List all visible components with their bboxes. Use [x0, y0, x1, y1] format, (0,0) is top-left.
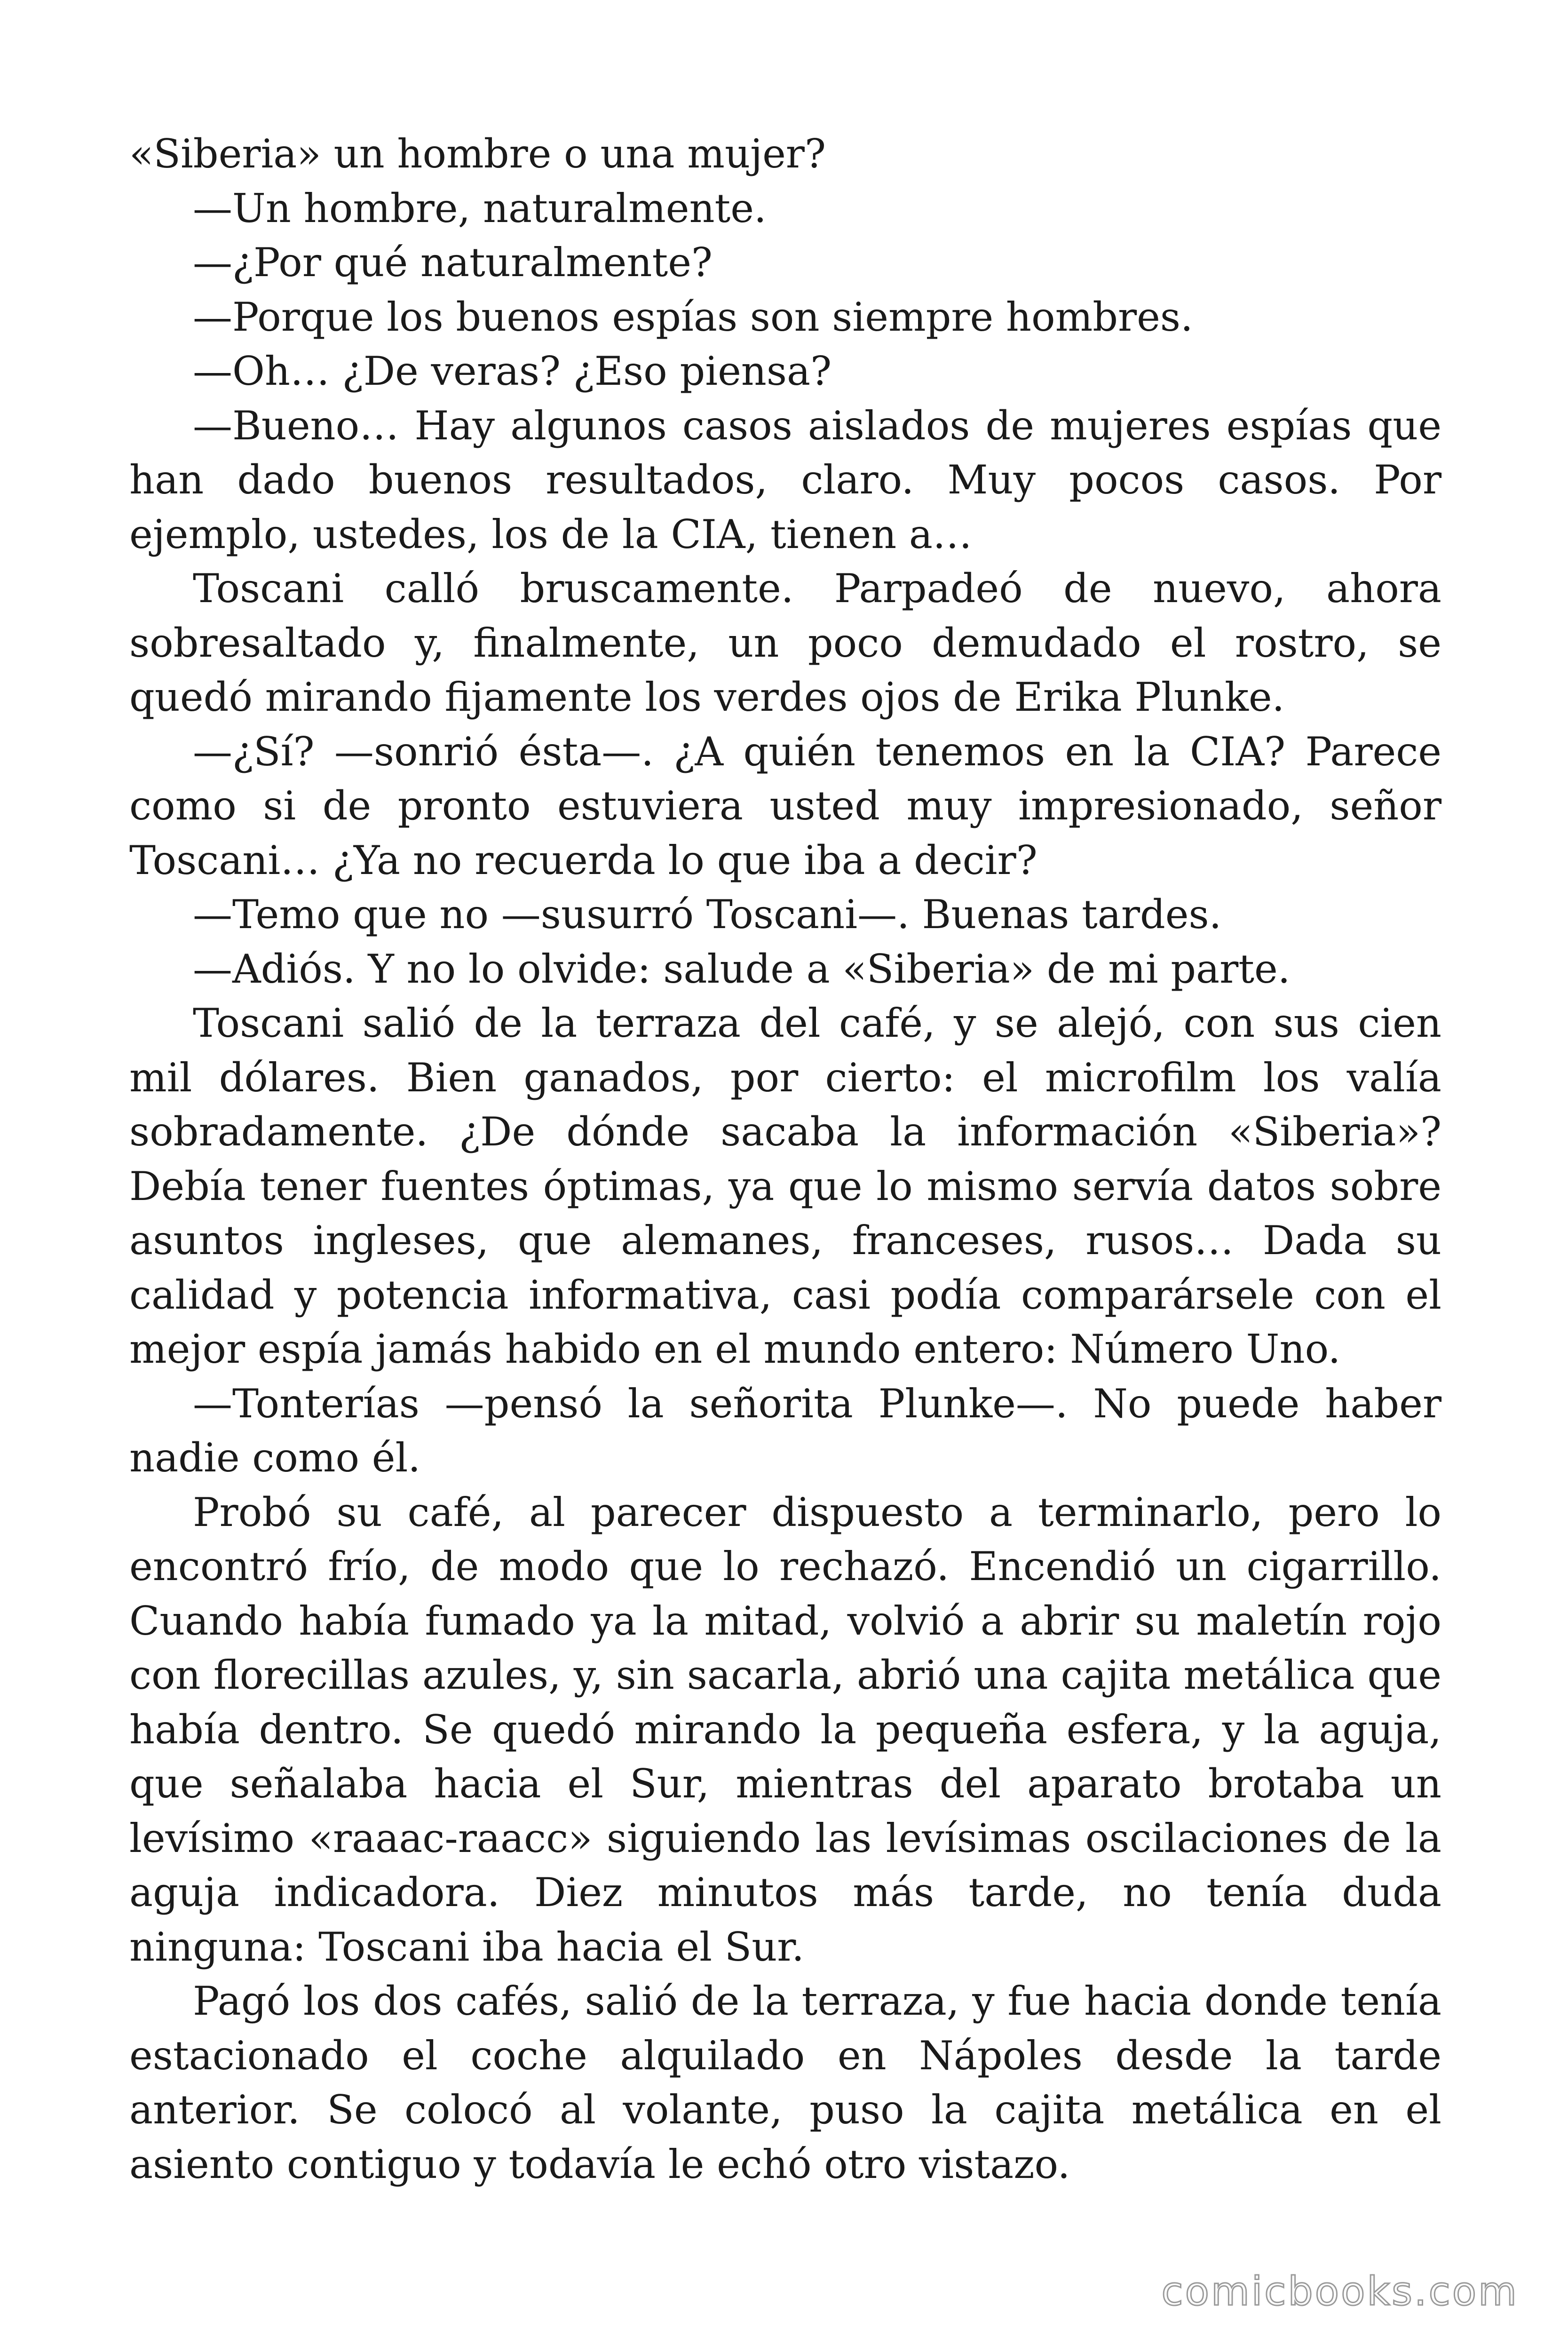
paragraph-13: Probó su café, al parecer dispuesto a terminarlo, pero lo encontró frío, de modo que lo rechazó. Encendió un cigarrillo. Cuando había fumado ya la mitad, volvió a abrir su maletín rojo con florecillas azules, y, sin sacarla, abrió una cajita metálica que había dentro. Se quedó mirando la pequeña esfera, y la aguja, que señalaba hacia el Sur, mientras del aparato brotaba un levísimo «raaac-raacc» siguiendo las levísimas oscilaciones de la aguja indicadora. Diez minutos más tarde, no tenía duda ninguna: Toscani iba hacia el Sur. [129, 1489, 1441, 1970]
page-body [129, 127, 1441, 2192]
paragraph-7: Toscani calló bruscamente. Parpadeó de nuevo, ahora sobresaltado y, finalmente, un poco demudado el rostro, se quedó mirando fijamente los verdes ojos de Erika Plunke. [129, 565, 1441, 720]
paragraph-9: —Temo que no —susurró Toscani—. Buenas tardes. [193, 891, 1222, 938]
paragraph-1: «Siberia» un hombre o una mujer? [129, 131, 826, 177]
paragraph-3: —¿Por qué naturalmente? [193, 239, 713, 286]
paragraph-14: Pagó los dos cafés, salió de la terraza, y fue hacia donde tenía estacionado el coche alquilado en Nápoles desde la tarde anterior. Se colocó al volante, puso la cajita metálica en el asiento contiguo y todavía le echó otro vistazo. [129, 1978, 1441, 2187]
paragraph-8: —¿Sí? —sonrió ésta—. ¿A quién tenemos en la CIA? Parece como si de pronto estuviera usted muy impresionado, señor Toscani… ¿Ya no recuerda lo que iba a decir? [129, 728, 1441, 883]
paragraph-11: Toscani salió de la terraza del café, y se alejó, con sus cien mil dólares. Bien ganados, por cierto: el microfilm los valía sobradamente. ¿De dónde sacaba la información «Siberia»? Debía tener fuentes óptimas, ya que lo mismo servía datos sobre asuntos ingleses, que alemanes, franceses, rusos… Dada su calidad y potencia informativa, casi podía comparársele con el mejor espía jamás habido en el mundo entero: Número Uno. [129, 1000, 1441, 1372]
paragraph-5: —Oh… ¿De veras? ¿Eso piensa? [193, 348, 832, 394]
paragraph-2: —Un hombre, naturalmente. [193, 185, 767, 231]
paragraph-12: —Tonterías —pensó la señorita Plunke—. No puede haber nadie como él. [129, 1380, 1441, 1481]
paragraph-10: —Adiós. Y no lo olvide: salude a «Siberia» de mi parte. [193, 946, 1291, 992]
paragraph-6: —Bueno… Hay algunos casos aislados de mujeres espías que han dado buenos resultados, claro. Muy pocos casos. Por ejemplo, ustedes, los de la CIA, tienen a… [129, 402, 1441, 557]
paragraph-4: —Porque los buenos espías son siempre hombres. [193, 294, 1193, 340]
watermark: comicbooks.com [1161, 2268, 1519, 2314]
